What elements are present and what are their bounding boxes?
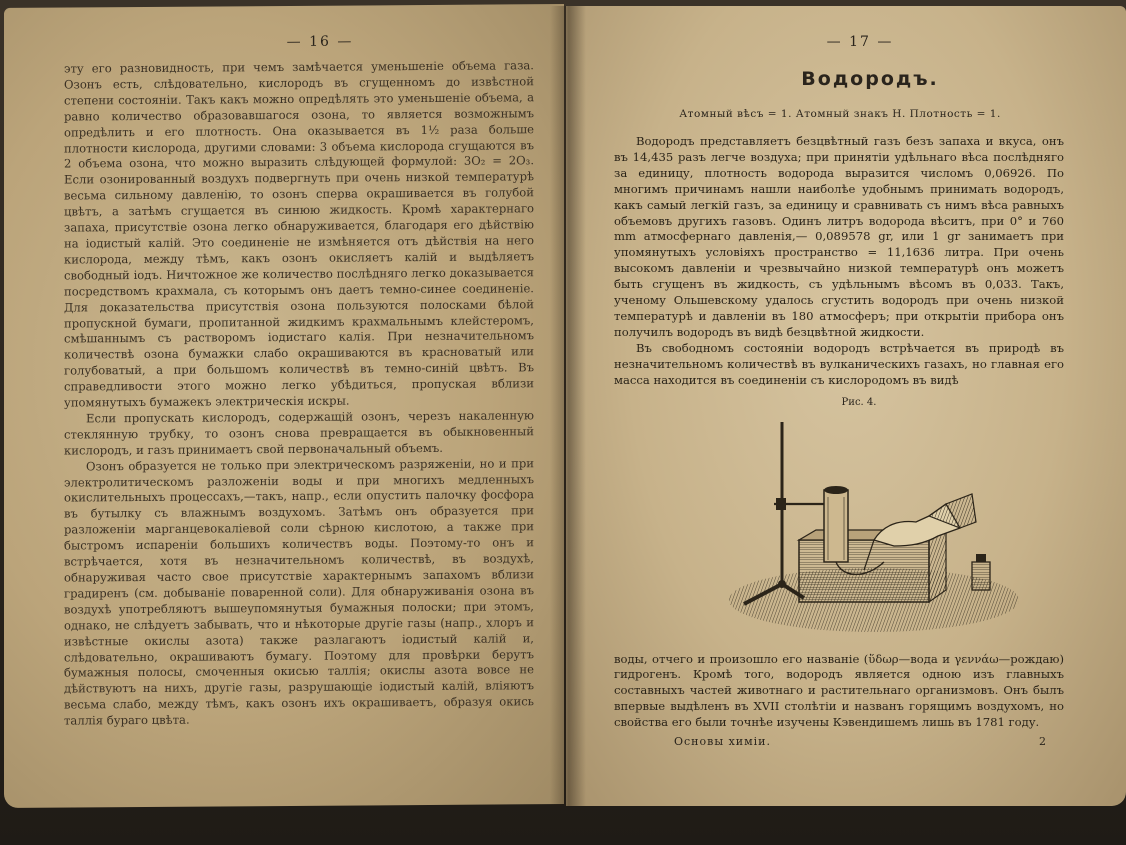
book-spread bbox=[4, 6, 1124, 814]
left-page bbox=[4, 4, 564, 808]
apparatus-engraving-icon bbox=[724, 412, 1024, 642]
right-paragraph-2: Въ свободномъ состояніи водородъ встрѣчается въ природѣ въ незначительномъ количествѣ въ вулканическихъ газахъ, но главная его масса находится въ соединеніи съ кислородомъ въ видѣ bbox=[614, 340, 1064, 387]
right-paragraph-3: воды, отчего и произошло его названіе (ὕδωρ—вода и γεννάω—рождаю) гидрогенъ. Кромѣ того, водородъ является одною изъ главныхъ составныхъ частей животнаго и растительнаго организмовъ. Онъ былъ впервые выдѣленъ въ XVII столѣтіи и названъ горящимъ воздухомъ, но свойства его были точнѣе изучены Кэвендишемъ лишь въ 1781 году. bbox=[614, 651, 1064, 730]
footer-signature-mark: 2 bbox=[1039, 735, 1046, 748]
figure-apparatus-illustration bbox=[724, 412, 1024, 642]
right-page-number: — 17 — bbox=[826, 34, 894, 50]
left-page-text bbox=[64, 58, 534, 729]
section-heading: Водородъ. bbox=[801, 68, 939, 90]
footer-book-title: Основы химіи. bbox=[674, 735, 772, 748]
left-paragraph-1: эту его разновидность, при чемъ замѣчается уменьшеніе объема газа. Озонъ есть, слѣдовательно, кислородъ въ сгущенномъ до извѣстной степени состояніи. Такъ какъ можно опредѣлять это уменьшеніе объема, а равно количество образовавшагося озона, то является возможнымъ опредѣлить и его плотность. Она оказывается въ 1½ раза больше плотности кислорода, другими словами: 3 объема кислорода сгущаются въ 2 объема озона, что можно выразить слѣдующей формулой: 3O₂ = 2O₃. Если озонированный воздухъ подвергнуть при очень низкой температурѣ весьма сильному давленію, то озонъ сперва окрашивается въ голубой цвѣтъ, а затѣмъ сгущается въ синюю жидкость. Кромѣ характернаго запаха, присутствіе озона легко обнаруживается, благодаря его дѣйствію на іодистый калій. Это соединеніе не измѣняется отъ дѣйствія на него кислорода, между тѣмъ, какъ озонъ окисляетъ калій и выдѣляетъ свободный іодъ. Ничтожное же количество послѣдняго легко доказывается посредствомъ крахмала, съ которымъ онъ даетъ темно-синее соединеніе. Для доказательства присутствія озона пользуются полосками бѣлой пропускной бумаги, пропитанной жидкимъ крахмальнымъ клейстеромъ, смѣшаннымъ съ растворомъ іодистаго калія. При незначительномъ количествѣ озона бумажки слабо окрашиваются въ красноватый или голубоватый, а при большомъ количествѣ въ темно-синій цвѣтъ. Въ справедливости этого можно легко убѣдиться, пропуская вблизи упомянутыхъ бумажекъ электрическія искры. bbox=[64, 58, 534, 410]
right-page-text bbox=[614, 134, 1064, 731]
left-paragraph-2: Если пропускать кислородъ, содержащій озонъ, черезъ накаленную стеклянную трубку, то озонъ снова превращается въ обыкновенный кислородъ, и газъ принимаетъ свой первоначальный объемъ. bbox=[64, 408, 534, 458]
left-paragraph-3: Озонъ образуется не только при электрическомъ разряженіи, но и при электролитическомъ разложеніи воды и при многихъ медленныхъ окислительныхъ процессахъ,—такъ, напр., если опустить палочку фосфора въ бутылку съ влажнымъ воздухомъ. Затѣмъ онъ образуется при разложеніи марганцевокаліевой соли сѣрною кислотою, а также при быстромъ испареніи большихъ количествъ воды. Поэтому-то онъ и встрѣчается, хотя въ незначительномъ количествѣ, въ воздухѣ, обнаруживая часто свое присутствіе характернымъ запахомъ вблизи градиренъ (см. добываніе поваренной соли). Для обнаруживанія озона въ воздухѣ употребляютъ вышеупомянутыя бумажныя полоски; при этомъ, однако, не слѣдуетъ забывать, что и нѣкоторые другіе газы (напр., хлоръ и извѣстные окислы азота) также разлагаютъ іодистый калій и, слѣдовательно, окрашиваютъ бумагу. Поэтому для провѣрки берутъ бумажныя полосы, смоченныя окисью таллія; окислы азота вовсе не дѣйствуютъ на нихъ, другіе газы, разрушающіе іодистый калій, влiяютъ весьма слабо, между тѣмъ, какъ озонъ ихъ окрашиваетъ, образуя окись таллія бураго цвѣта. bbox=[64, 455, 534, 728]
right-page bbox=[566, 6, 1126, 806]
page-footer bbox=[614, 735, 1066, 748]
section-subheading: Атомный вѣсъ = 1. Атомный знакъ H. Плотность = 1. bbox=[679, 108, 1001, 120]
left-page-number: — 16 — bbox=[286, 33, 354, 50]
figure-label: Рис. 4. bbox=[841, 396, 877, 408]
right-paragraph-1: Водородъ представляетъ безцвѣтный газъ безъ запаха и вкуса, онъ въ 14,435 разъ легче воздуха; при принятіи удѣльнаго вѣса послѣдняго за единицу, плотность водорода выразится числомъ 0,06926. По многимъ причинамъ нашли наиболѣе удобнымъ принимать водородъ, какъ самый легкій газъ, за единицу и сравнивать съ нимъ вѣса равныхъ объемовъ другихъ газовъ. Одинъ литръ водорода вѣситъ, при 0° и 760 mm атмосфернаго давленія,— 0,089578 gr, или 1 gr занимаетъ при упомянутыхъ условіяхъ пространство = 11,1636 литра. При очень высокомъ давленіи и чрезвычайно низкой температурѣ онъ можетъ быть сгущенъ въ жидкость, съ удѣльнымъ вѣсомъ въ 0,033. Такъ, ученому Ольшевскому удалось сгустить водородъ при очень низкой температурѣ и давленіи въ 180 атмосферъ; при открытіи прибора онъ получилъ водородъ въ видѣ безцвѣтной жидкости. bbox=[614, 134, 1064, 339]
